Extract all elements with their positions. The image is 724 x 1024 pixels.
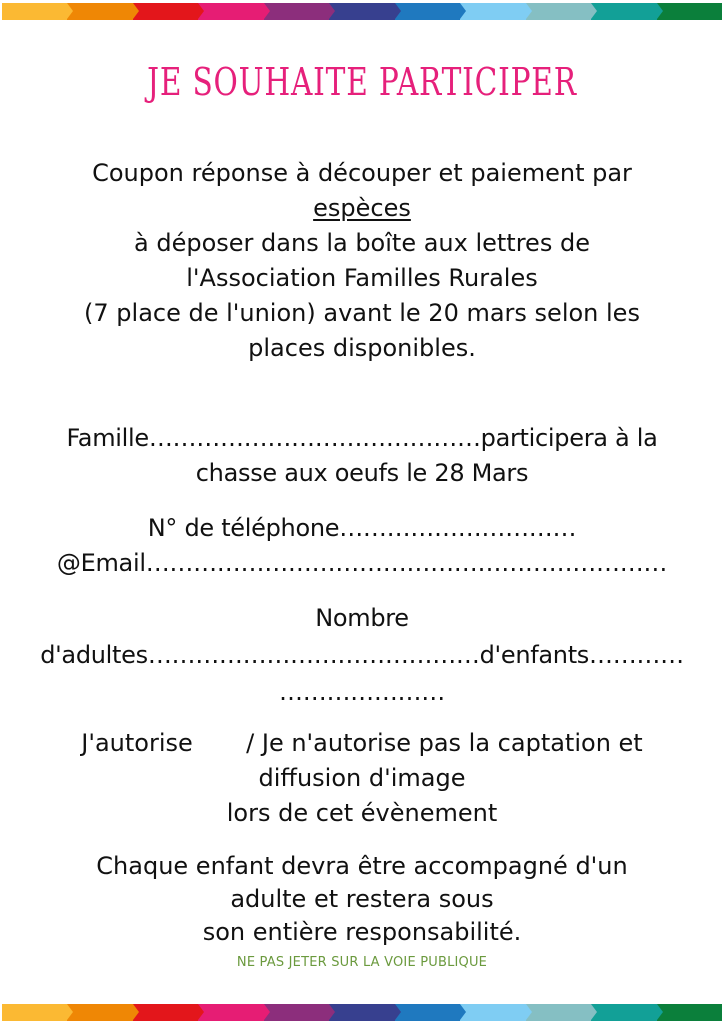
contact-fields: [0, 511, 724, 581]
stripe-segment: [395, 1004, 460, 1021]
stripe-segment: [395, 3, 460, 20]
stripe-segment: [460, 3, 525, 20]
stripe-segment: [526, 3, 591, 20]
consent-line: lors de cet évènement: [226, 799, 498, 827]
page-title: JE SOUHAITE PARTICIPER: [147, 60, 577, 104]
stripe-segment: [67, 1004, 132, 1021]
image-consent: [0, 726, 724, 831]
intro-line: (7 place de l'union) avant le 20 mars selon les: [84, 299, 640, 327]
adults-children-field: d'adultes……………………………………d'enfants…………: [40, 641, 684, 669]
stripe-segment: [657, 3, 722, 20]
stripe-segment: [67, 3, 132, 20]
litter-notice: NE PAS JETER SUR LA VOIE PUBLIQUE: [236, 955, 488, 970]
intro-line: à déposer dans la boîte aux lettres de: [134, 229, 590, 257]
color-stripe-top: [2, 3, 722, 20]
notice-line: adulte et restera sous: [230, 885, 494, 913]
stripe-segment: [264, 1004, 329, 1021]
notice-line: Chaque enfant devra être accompagné d'un: [96, 852, 628, 880]
stripe-segment: [198, 1004, 263, 1021]
intro-line: l'Association Familles Rurales: [186, 264, 538, 292]
family-field: [0, 421, 724, 491]
count-fields: [0, 600, 724, 711]
stripe-segment: [264, 3, 329, 20]
email-field: @Email…………………………………………………………: [56, 549, 668, 577]
payment-method: espèces: [313, 194, 411, 222]
stripe-segment: [526, 1004, 591, 1021]
stripe-segment: [591, 3, 656, 20]
stripe-segment: [198, 3, 263, 20]
stripe-segment: [133, 1004, 198, 1021]
phone-field: N° de téléphone…………………………: [147, 514, 577, 542]
stripe-segment: [329, 1004, 394, 1021]
stripe-segment: [460, 1004, 525, 1021]
children-field-continued: …………………: [279, 678, 445, 706]
count-label: Nombre: [315, 604, 409, 632]
stripe-segment: [2, 3, 67, 20]
stripe-segment: [2, 1004, 67, 1021]
consent-line: diffusion d'image: [258, 764, 466, 792]
event-date-line: chasse aux oeufs le 28 Mars: [195, 459, 529, 487]
family-line: Famille……………………………………participera à la: [66, 424, 658, 452]
supervision-notice: [0, 850, 724, 949]
stripe-segment: [591, 1004, 656, 1021]
stripe-segment: [657, 1004, 722, 1021]
intro-text: [0, 156, 724, 366]
consent-choice: J'autorise / Je n'autorise pas la captation et: [81, 729, 643, 757]
color-stripe-bottom: [2, 1004, 722, 1021]
intro-line: Coupon réponse à découper et paiement par: [92, 159, 632, 187]
notice-line: son entière responsabilité.: [202, 918, 522, 946]
stripe-segment: [329, 3, 394, 20]
stripe-segment: [133, 3, 198, 20]
intro-line: places disponibles.: [248, 334, 476, 362]
